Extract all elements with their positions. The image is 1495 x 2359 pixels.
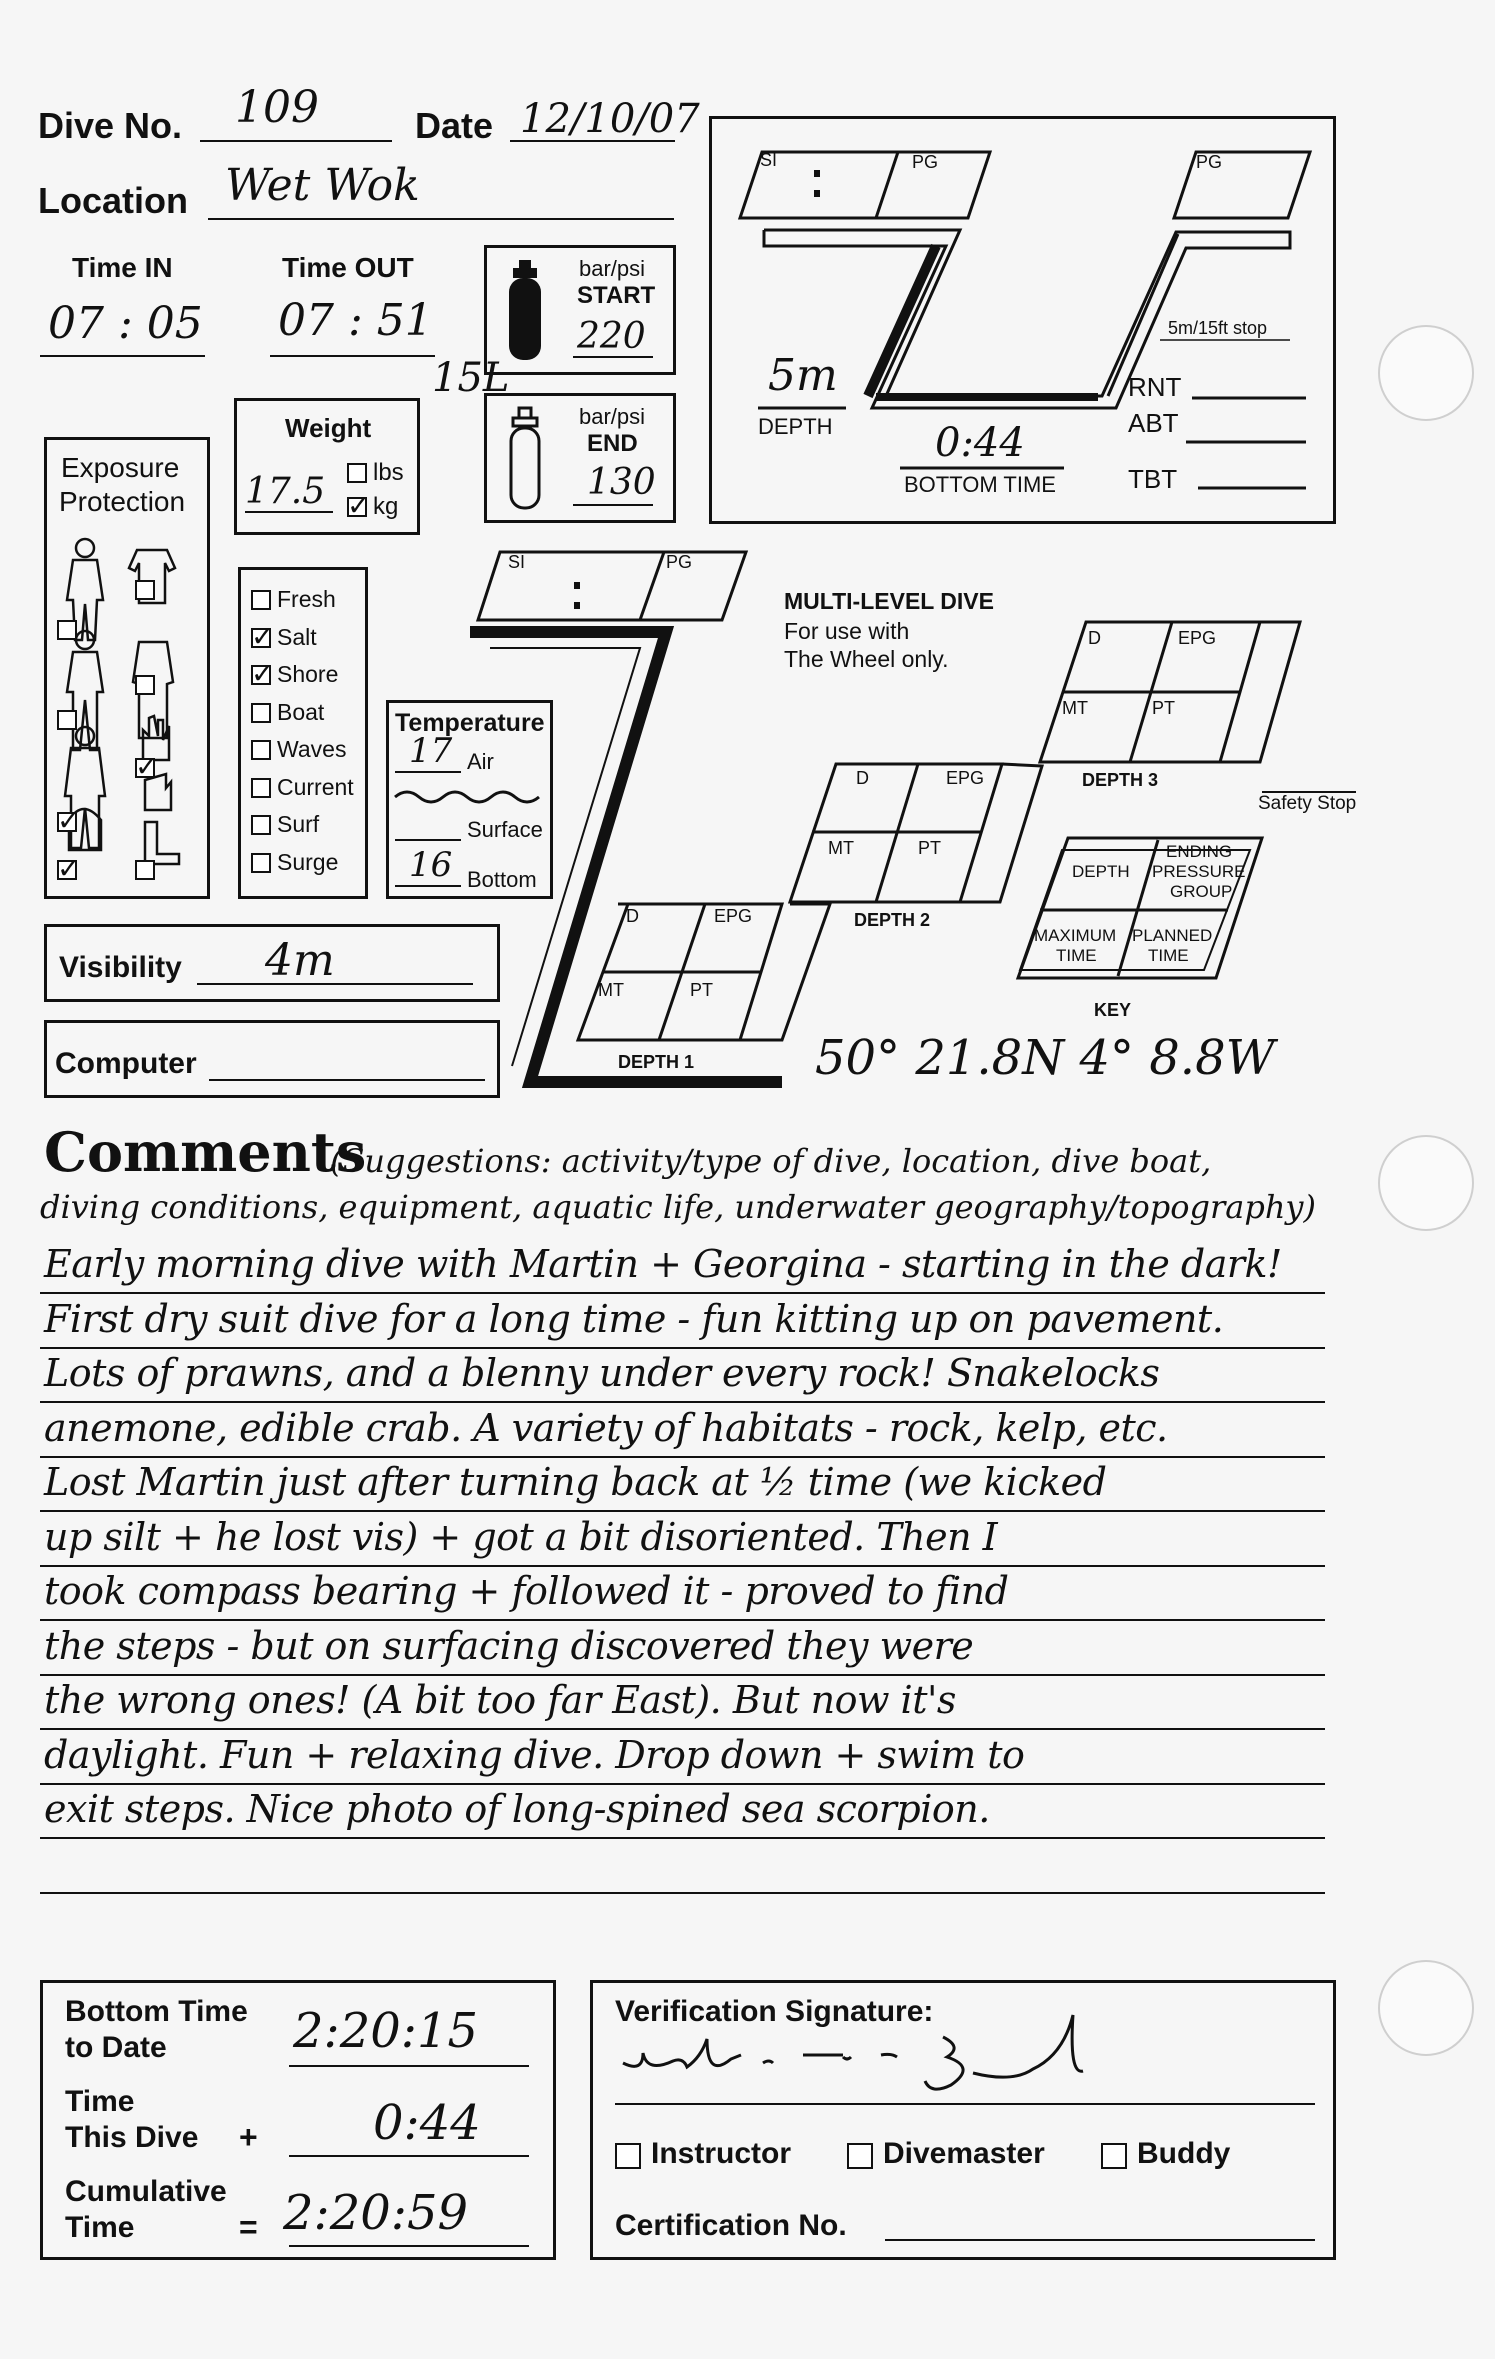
- this-dive-value[interactable]: 0:44: [373, 2095, 481, 2151]
- ml-d2-epg: EPG: [946, 768, 985, 788]
- rnt-label: RNT: [1128, 372, 1182, 402]
- comment-line-6: up silt + he lost vis) + got a bit disoriented. Then I: [44, 1514, 998, 1559]
- profile-si-label: SI: [760, 150, 778, 170]
- ml-d1-d: D: [626, 906, 639, 926]
- ml-d3-mt: MT: [1062, 698, 1088, 718]
- bottom-temp-value[interactable]: 16: [409, 845, 453, 885]
- tank-size-note: 15L: [432, 355, 510, 401]
- cumulative-line: [289, 2245, 529, 2247]
- comment-line-9: the wrong ones! (A bit too far East). But now it's: [44, 1678, 956, 1722]
- binder-hole-bottom: [1378, 1960, 1474, 2056]
- comment-line-10: daylight. Fun + relaxing dive. Drop down + swim to: [44, 1732, 1025, 1777]
- signature-line: [615, 2103, 1315, 2105]
- binder-hole-middle: [1378, 1135, 1474, 1231]
- comment-rule: [40, 1401, 1325, 1403]
- ml-title: MULTI-LEVEL DIVE: [784, 588, 994, 614]
- comment-line-4: anemone, edible crab. A variety of habitats - rock, kelp, etc.: [44, 1405, 1168, 1450]
- ml-d3-epg: EPG: [1178, 628, 1217, 648]
- comment-rule: [40, 1510, 1325, 1512]
- ml-safety-stop: Safety Stop: [1258, 793, 1357, 814]
- condition-label-fresh: Fresh: [277, 586, 336, 612]
- comment-line-1: Early morning dive with Martin + Georgina - starting in the dark!: [44, 1242, 1282, 1286]
- comment-rule: [40, 1292, 1325, 1294]
- comments-suggestions-1: (Suggestions: activity/type of dive, location, dive boat,: [330, 1142, 1212, 1180]
- ml-d1-pt: PT: [690, 980, 714, 1000]
- computer-label: Computer: [55, 1047, 197, 1080]
- this-dive-label-1: Time: [65, 2085, 135, 2118]
- bottom-time-value[interactable]: 0:44: [935, 420, 1025, 466]
- key-pt-label-1: PLANNED: [1132, 926, 1213, 945]
- lbs-label: lbs: [373, 459, 404, 486]
- comment-rule: [40, 1347, 1325, 1349]
- dive-no-label: Dive No.: [38, 105, 183, 146]
- instructor-checkbox[interactable]: [615, 2143, 641, 2169]
- condition-label-surge: Surge: [277, 848, 339, 875]
- buddy-label: Buddy: [1137, 2137, 1231, 2170]
- profile-depth-value[interactable]: 5m: [768, 350, 838, 401]
- ml-subtitle-1: For use with: [784, 618, 910, 644]
- tbt-label: TBT: [1128, 464, 1178, 494]
- air-temp-value[interactable]: 17: [409, 731, 453, 771]
- dive-profile-diagram: [0, 0, 1495, 1120]
- ml-d2-d: D: [856, 768, 869, 788]
- this-dive-line: [289, 2155, 529, 2157]
- comment-line-7: took compass bearing + followed it - proved to find: [44, 1569, 1009, 1613]
- verification-signature: [613, 2003, 1173, 2113]
- ml-depth1-label: DEPTH 1: [618, 1052, 695, 1072]
- condition-label-boat: Boat: [277, 698, 325, 725]
- time-out-value[interactable]: 07 : 51: [278, 295, 433, 346]
- profile-pg2-label: PG: [1196, 152, 1223, 172]
- visibility-label: Visibility: [59, 951, 182, 984]
- cumulative-label-1: Cumulative: [65, 2175, 227, 2208]
- key-mt-label-1: MAXIMUM: [1034, 926, 1117, 945]
- gps-coordinates[interactable]: 50° 21.8N 4° 8.8W: [815, 1030, 1275, 1086]
- comment-line-3: Lots of prawns, and a blenny under every rock! Snakelocks: [44, 1351, 1160, 1395]
- equals-sign: =: [239, 2209, 258, 2245]
- location-value[interactable]: Wet Wok: [225, 160, 420, 211]
- tank-end-value[interactable]: 130: [587, 462, 656, 503]
- divemaster-label: Divemaster: [883, 2137, 1045, 2170]
- ml-d1-epg: EPG: [714, 906, 753, 926]
- weight-value[interactable]: 17.5: [245, 471, 326, 512]
- ml-si-label: SI: [508, 552, 526, 572]
- profile-depth-label: DEPTH: [758, 414, 833, 439]
- key-epg-label-1: ENDING: [1166, 842, 1233, 861]
- ml-d1-mt: MT: [598, 980, 624, 1000]
- verification-label: Verification Signature:: [615, 1995, 934, 2028]
- location-label: Location: [38, 180, 188, 221]
- bt-to-date-value[interactable]: 2:20:15: [293, 2003, 479, 2059]
- plus-sign: +: [239, 2119, 258, 2155]
- totals-box: [40, 1980, 556, 2260]
- comment-rule: [40, 1619, 1325, 1621]
- bt-to-date-label-1: Bottom Time: [65, 1995, 248, 2028]
- safety-stop-label: 5m/15ft stop: [1168, 318, 1268, 338]
- ml-subtitle-2: The Wheel only.: [784, 646, 949, 672]
- comment-rule: [40, 1837, 1325, 1839]
- comment-rule: [40, 1728, 1325, 1730]
- verification-box: [590, 1980, 1336, 2260]
- ml-d2-mt: MT: [828, 838, 854, 858]
- buddy-checkbox[interactable]: [1101, 2143, 1127, 2169]
- tank-start-value[interactable]: 220: [577, 316, 646, 357]
- tank-start-label: START: [577, 282, 656, 309]
- ml-depth2-label: DEPTH 2: [854, 910, 931, 930]
- tank-start-unit: bar/psi: [579, 256, 646, 281]
- condition-label-surf: Surf: [277, 811, 320, 837]
- kg-label: kg: [373, 493, 399, 520]
- comment-line-11: exit steps. Nice photo of long-spined sea scorpion.: [44, 1787, 990, 1831]
- exposure-label-1: Exposure: [61, 452, 180, 483]
- condition-label-salt: Salt: [277, 623, 317, 650]
- date-label: Date: [415, 105, 494, 146]
- surface-temp-label: Surface: [467, 817, 543, 842]
- comment-rule: [40, 1783, 1325, 1785]
- time-out-label: Time OUT: [282, 252, 414, 283]
- comment-rule: [40, 1565, 1325, 1567]
- condition-label-waves: Waves: [277, 736, 347, 762]
- instructor-label: Instructor: [651, 2137, 792, 2170]
- bottom-time-label: BOTTOM TIME: [904, 472, 1056, 497]
- ml-d3-pt: PT: [1152, 698, 1176, 718]
- comment-rule: [40, 1892, 1325, 1894]
- tank-end-label: END: [587, 430, 638, 457]
- comment-line-2: First dry suit dive for a long time - fun kitting up on pavement.: [44, 1296, 1224, 1341]
- condition-label-current: Current: [277, 773, 354, 800]
- certification-line: [885, 2239, 1315, 2241]
- key-mt-label-2: TIME: [1056, 946, 1097, 965]
- this-dive-label-2: This Dive: [65, 2121, 199, 2154]
- key-label: KEY: [1094, 1000, 1132, 1020]
- date-value[interactable]: 12/10/07: [520, 96, 700, 142]
- tank-end-unit: bar/psi: [579, 404, 646, 429]
- comment-line-8: the steps - but on surfacing discovered they were: [44, 1623, 974, 1668]
- comments-suggestions-2: diving conditions, equipment, aquatic life, underwater geography/topography): [40, 1188, 1316, 1226]
- cumulative-label-2: Time: [65, 2211, 135, 2244]
- ml-depth3-label: DEPTH 3: [1082, 770, 1159, 790]
- cumulative-value[interactable]: 2:20:59: [283, 2185, 469, 2241]
- time-in-label: Time IN: [72, 252, 173, 283]
- condition-label-shore: Shore: [277, 661, 339, 687]
- abt-label: ABT: [1128, 408, 1179, 438]
- ml-d3-d: D: [1088, 628, 1101, 648]
- key-depth-label: DEPTH: [1072, 862, 1130, 881]
- weight-label: Weight: [285, 413, 372, 443]
- bt-to-date-line: [289, 2065, 529, 2067]
- ml-pg-label: PG: [666, 552, 693, 572]
- key-epg-label-3: GROUP: [1170, 882, 1233, 901]
- temperature-label: Temperature: [395, 709, 545, 737]
- ml-d2-pt: PT: [918, 838, 942, 858]
- air-temp-label: Air: [467, 749, 494, 774]
- comments-title: Comments: [44, 1120, 367, 1184]
- comment-rule: [40, 1674, 1325, 1676]
- dive-no-value[interactable]: 109: [235, 82, 319, 133]
- visibility-value[interactable]: 4m: [265, 935, 335, 986]
- divemaster-checkbox[interactable]: [847, 2143, 873, 2169]
- exposure-label-2: Protection: [59, 486, 186, 517]
- comment-rule: [40, 1456, 1325, 1458]
- key-epg-label-2: PRESSURE: [1152, 862, 1246, 881]
- time-in-value[interactable]: 07 : 05: [48, 298, 203, 349]
- certification-label: Certification No.: [615, 2209, 847, 2242]
- key-pt-label-2: TIME: [1148, 946, 1189, 965]
- comment-line-5: Lost Martin just after turning back at ½ time (we kicked: [44, 1460, 1107, 1504]
- bottom-temp-label: Bottom: [467, 867, 537, 892]
- profile-pg-label: PG: [912, 152, 939, 172]
- bt-to-date-label-2: to Date: [65, 2031, 167, 2064]
